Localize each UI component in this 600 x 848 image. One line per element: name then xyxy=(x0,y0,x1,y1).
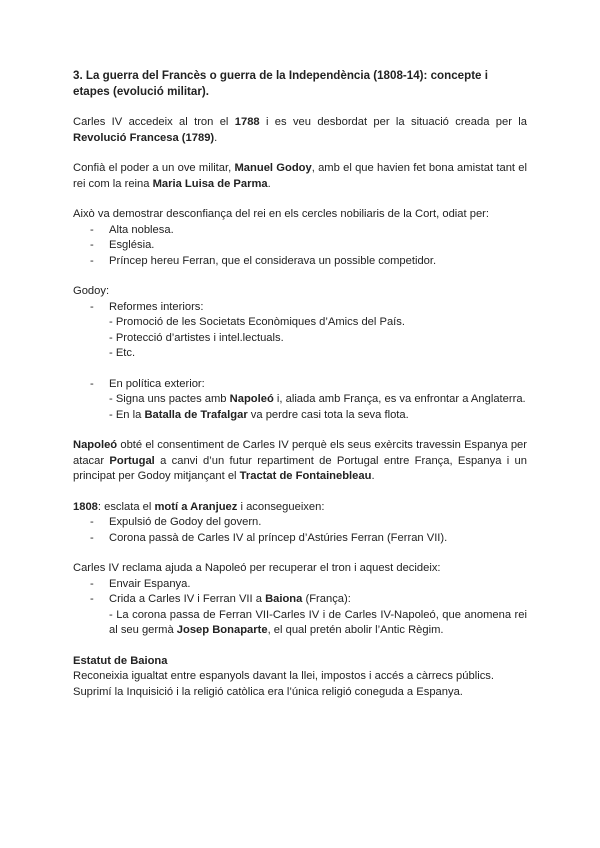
section-title: 3. La guerra del Francès o guerra de la Independència (1808-14): concepte i etapes (evolució militar). xyxy=(73,69,488,98)
paragraph-accession xyxy=(73,115,527,146)
bold-napoleon: Napoleó xyxy=(73,439,118,451)
bold-napoleon: Napoleó xyxy=(229,393,274,405)
sub-item xyxy=(109,608,527,639)
list-item: - Corona passà de Carles IV al príncep d’Astúries Ferran (Ferran VII). xyxy=(73,531,527,547)
text-span: , el qual pretén abolir l’Antic Règim. xyxy=(267,624,444,636)
bold-baiona: Baiona xyxy=(265,593,303,605)
text-span: Confià el poder a un ove militar, xyxy=(73,162,235,174)
estatut-heading: Estatut de Baiona xyxy=(73,654,168,667)
text-span: i, aliada amb França, es va enfrontar a Anglaterra. xyxy=(273,393,526,405)
estatut-line: Suprimí la Inquisició i la religió catòlica era l’única religió coneguda a Espanya. xyxy=(73,685,463,698)
paragraph-bayonne xyxy=(73,561,527,639)
bold-queen-name: Maria Luisa de Parma xyxy=(152,177,268,190)
bold-aranjuez: motí a Aranjuez xyxy=(154,500,238,513)
sub-item xyxy=(109,392,527,408)
bold-joseph-bonaparte: Josep Bonaparte xyxy=(176,624,268,636)
list-item: - Príncep hereu Ferran, que el considerava un possible competidor. xyxy=(73,254,527,270)
interior-label: - Reformes interiors: xyxy=(109,300,204,313)
distrust-intro: Això va demostrar desconfiança del rei en els cercles nobiliaris de la Cort, odiat per: xyxy=(73,208,490,220)
list-item xyxy=(73,592,527,639)
sub-item: - Promoció de les Societats Econòmiques d’Amics del País. xyxy=(109,316,405,328)
text-span: - Signa uns pactes amb xyxy=(109,393,230,405)
document-body xyxy=(73,68,527,700)
text-span: Crida a Carles IV i Ferran VII a xyxy=(109,593,266,605)
list-item xyxy=(73,300,527,377)
bold-year: 1788 xyxy=(234,116,260,128)
text-span: , amb el que havien fet bona amistat tant el rei com la reina xyxy=(73,162,527,190)
estatut-line: Reconeixia igualtat entre espanyols davant la llei, impostos i accés a càrrecs públics. xyxy=(73,670,494,682)
godoy-section xyxy=(73,284,527,423)
aranjuez-intro xyxy=(73,500,527,516)
list-item xyxy=(73,377,527,424)
text-span: i aconsegueixen: xyxy=(237,500,325,513)
text-span: . xyxy=(214,131,218,144)
text-span: - La corona passa de Ferran VII-Carles IV i de Carles IV-Napoleó, que anomena rei al seu germà xyxy=(109,608,527,636)
bold-trafalgar: Batalla de Trafalgar xyxy=(144,408,248,421)
list-item: - Envair Espanya. xyxy=(73,577,527,593)
aranjuez-list xyxy=(73,515,527,546)
sub-item: - Etc. xyxy=(109,347,136,359)
text-span: i es veu desbordat per la situació creada per la xyxy=(259,116,527,128)
list-item: - Alta noblesa. xyxy=(73,223,527,239)
bold-portugal: Portugal xyxy=(109,454,155,467)
godoy-list xyxy=(73,300,527,424)
text-span: : esclata el xyxy=(97,500,155,513)
text-span: va perdre casi tota la seva flota. xyxy=(247,408,409,421)
text-span: . xyxy=(267,177,271,190)
paragraph-napoleon xyxy=(73,438,527,485)
bold-manuel-godoy: Manuel Godoy xyxy=(234,162,312,174)
distrust-list xyxy=(73,223,527,270)
paragraph-aranjuez xyxy=(73,500,527,547)
sub-item xyxy=(109,408,527,424)
bayonne-list xyxy=(73,577,527,639)
estatut-section xyxy=(73,654,527,701)
paragraph-godoy-power xyxy=(73,161,527,192)
list-item: - Expulsió de Godoy del govern. xyxy=(73,515,527,531)
bold-year-1808: 1808 xyxy=(73,500,98,513)
list-item: - Església. xyxy=(73,238,527,254)
text-span: - En la xyxy=(109,408,145,421)
text-span: . xyxy=(371,470,375,482)
text-span: a canvi d’un futur repartiment de Portugal entre França, Espanya i un principat per Godoy mitjançant el xyxy=(73,454,527,482)
bayonne-intro: Carles IV reclama ajuda a Napoleó per recuperar el tron i aquest decideix: xyxy=(73,562,441,574)
godoy-label: Godoy: xyxy=(73,285,110,297)
sub-item: - Protecció d’artistes i intel.lectuals. xyxy=(109,331,284,344)
text-span: (França): xyxy=(302,593,351,605)
paragraph-distrust xyxy=(73,207,527,269)
text-span: Carles IV accedeix al tron el xyxy=(73,116,235,128)
bold-fontainebleau: Tractat de Fontainebleau xyxy=(239,470,372,482)
text-span: obté el consentiment de Carles IV perquè els seus exèrcits travessin Espanya per atacar xyxy=(73,439,527,467)
exterior-label: - En política exterior: xyxy=(109,377,205,390)
bold-french-revolution: Revolució Francesa (1789) xyxy=(73,131,215,144)
